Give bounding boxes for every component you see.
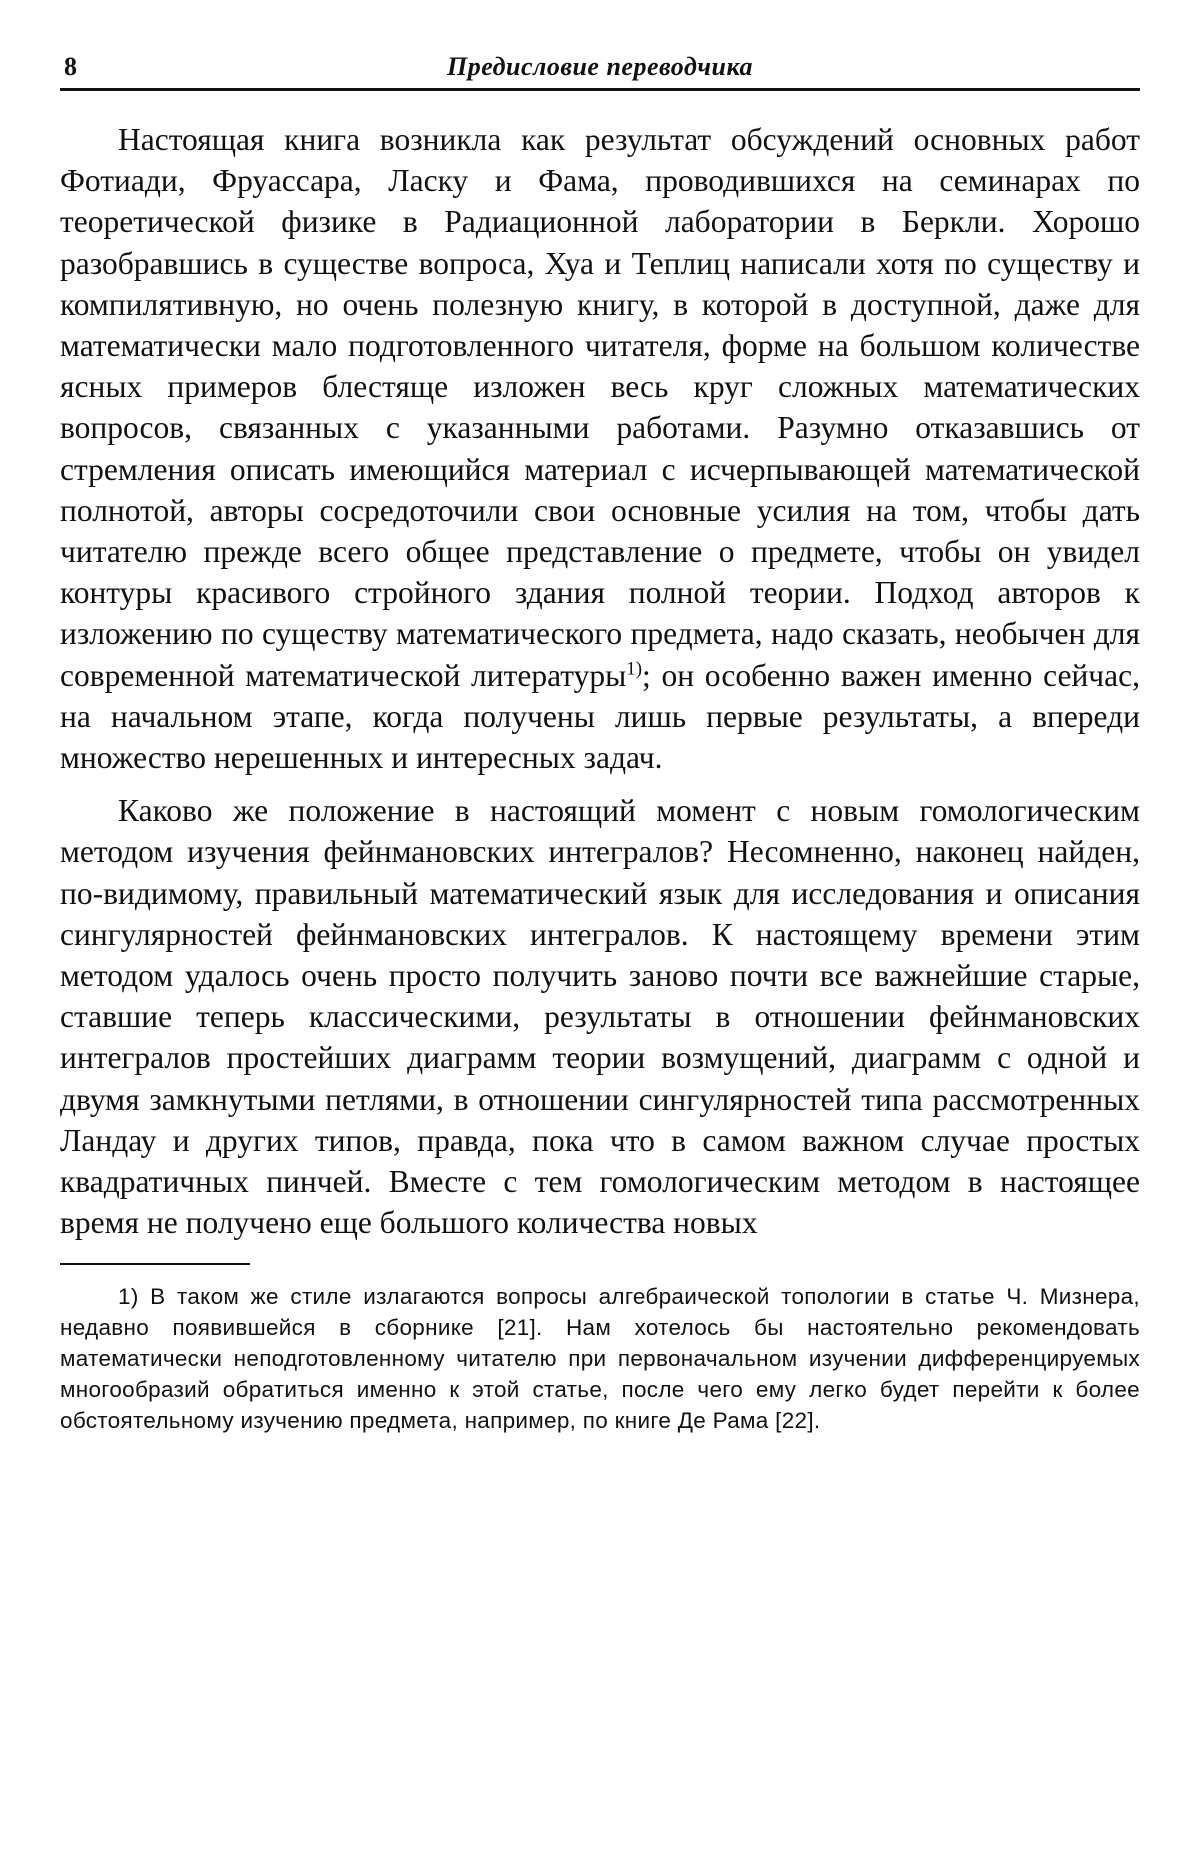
page-number: 8 bbox=[64, 52, 77, 81]
paragraph-1-text-continued: ; он особенно важен именно сейчас, на начальном этапе, когда получены лишь первые результаты, а впереди множество нерешенных и интересных задач. bbox=[60, 657, 1140, 776]
section-title: Предисловие переводчика bbox=[447, 52, 753, 81]
paragraph-1 bbox=[60, 119, 1140, 778]
footnote bbox=[60, 1281, 1140, 1436]
footnote-reference: 1) bbox=[626, 658, 643, 680]
paragraph-2: Каково же положение в настоящий момент с новым гомологическим методом изучения фейнмановских интегралов? Несомненно, наконец найден, по-видимому, правильный математический язык для исследования и описания сингулярностей фейнмановских интегралов. К настоящему времени этим методом удалось очень просто получить заново почти все важнейшие старые, ставшие теперь классическими, результаты в отношении фейнмановских интегралов простейших диаграмм теории возмущений, диаграмм с одной и двумя замкнутыми петлями, в отношении сингулярностей типа рассмотренных Ландау и других типов, правда, пока что в самом важном случае простых квадратичных пинчей. Вместе с тем гомологическим методом в настоящее время не получено еще большого количества новых bbox=[60, 793, 1140, 1241]
footnote-text: В таком же стиле излагаются вопросы алгебраической топологии в статье Ч. Мизнера, недавно появившейся в сборнике [21]. Нам хотелось бы настоятельно рекомендовать математически неподготовленному читателю при первоначальном изучении дифференцируемых многообразий обратиться именно к этой статье, после чего ему легко будет перейти к более обстоятельному изучению предмета, например, по книге Де Рама [22]. bbox=[60, 1284, 1140, 1434]
paragraph-1-text: Настоящая книга возникла как результат обсуждений основных работ Фотиади, Фруассара, Ласку и Фама, проводившихся на семинарах по теоретической физике в Радиационной лаборатории в Беркли. Хорошо разобравшись в существе вопроса, Хуа и Теплиц написали хотя по существу и компилятивную, но очень полезную книгу, в которой в доступной, даже для математически мало подготовленного читателя, форме на большом количестве ясных примеров блестяще изложен весь круг сложных математических вопросов, связанных с указанными работами. Разумно отказавшись от стремления описать имеющийся материал с исчерпывающей математической полнотой, авторы сосредоточили свои основные усилия на том, чтобы дать читателю прежде всего общее представление о предмете, чтобы он увидел контуры красивого стройного здания полной теории. Подход авторов к изложению по существу математического предмета, надо сказать, необычен для современной математической литературы bbox=[60, 122, 1140, 693]
body-text bbox=[60, 119, 1140, 1243]
footnote-divider bbox=[60, 1263, 250, 1265]
running-head bbox=[60, 48, 1140, 91]
footnote-marker: 1) bbox=[118, 1284, 139, 1310]
book-page bbox=[60, 48, 1140, 1436]
